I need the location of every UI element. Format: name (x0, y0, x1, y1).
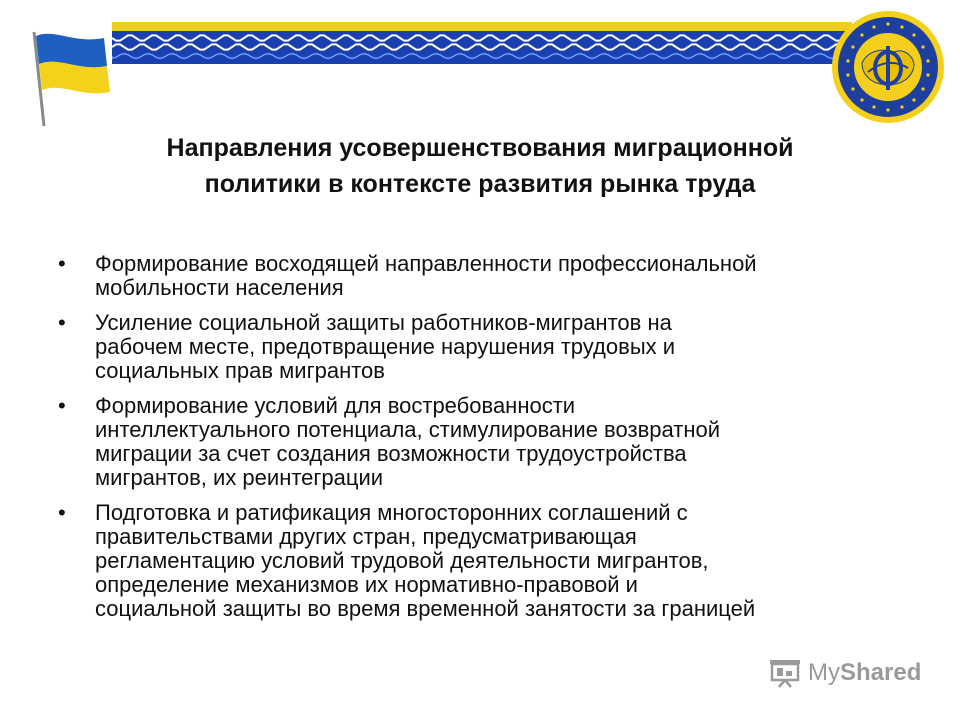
bullet-text-line: мигрантов, их реинтеграции (95, 465, 384, 490)
bullet-marker: • (58, 310, 66, 335)
bullet-item (58, 311, 918, 383)
watermark-text-my: My (808, 659, 840, 686)
bullet-text-line: Усиление социальной защиты работников-мигрантов на (95, 310, 672, 335)
bullet-text-line: Подготовка и ратификация многосторонних соглашений с (95, 500, 688, 525)
bullet-item (58, 501, 918, 621)
bullet-text-line: Формирование условий для востребованности (95, 393, 576, 418)
bullet-text-line: социальных прав мигрантов (95, 358, 385, 383)
header-banner (112, 22, 852, 64)
bullet-marker: • (58, 251, 66, 276)
bullet-text-line: правительствами других стран, предусматривающая (95, 524, 637, 549)
bullet-text-line: Формирование восходящей направленности профессиональной (95, 251, 757, 276)
bullet-text-line: миграции за счет создания возможности трудоустройства (95, 441, 687, 466)
myshared-watermark[interactable] (768, 656, 921, 690)
bullet-text-line: регламентацию условий трудовой деятельности мигрантов, (95, 548, 709, 573)
projector-screen-icon (768, 658, 802, 688)
bullet-marker: • (58, 500, 66, 525)
institute-emblem-icon (828, 8, 948, 126)
slide-title-line: Направления усовершенствования миграционной (166, 134, 794, 162)
bullet-list (58, 252, 918, 632)
bullet-item (58, 394, 918, 490)
bullet-marker: • (58, 393, 66, 418)
bullet-text-line: определение механизмов их нормативно-правовой и (95, 572, 638, 597)
slide-title (40, 130, 920, 202)
watermark-text-shared: Shared (840, 659, 922, 686)
bullet-text-line: мобильности населения (95, 275, 344, 300)
bullet-text-line: социальной защиты во время временной занятости за границей (95, 596, 756, 621)
slide-title-line: политики в контексте развития рынка труда (204, 170, 756, 198)
bullet-text-line: рабочем месте, предотвращение нарушения трудовых и (95, 334, 676, 359)
bullet-item (58, 252, 918, 300)
bullet-text-line: интеллектуального потенциала, стимулирование возвратной (95, 417, 720, 442)
ukraine-flag-icon (24, 18, 114, 128)
